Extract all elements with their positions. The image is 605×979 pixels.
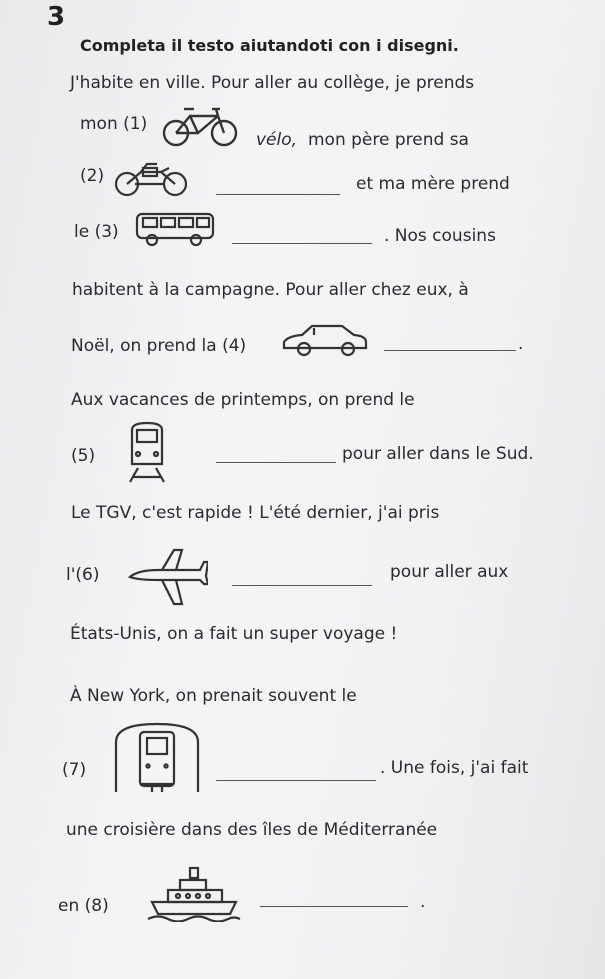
text-line-6-start: Noël, on prend la (4) xyxy=(71,336,247,356)
text-line-2-end: mon père prend sa xyxy=(308,130,469,150)
text-line-2-start: mon (1) xyxy=(80,114,148,134)
prefilled-answer-1: vélo, xyxy=(256,130,298,150)
answer-blank-8[interactable] xyxy=(260,906,408,907)
text-line-8-start: (5) xyxy=(71,446,96,466)
answer-blank-5[interactable] xyxy=(216,462,336,463)
answer-blank-4[interactable] xyxy=(384,350,516,351)
car-icon xyxy=(280,322,370,358)
bus-icon xyxy=(134,210,216,250)
text-line-4-start: le (3) xyxy=(74,222,119,242)
text-line-6-end: . xyxy=(518,334,524,354)
text-line-15-end: . xyxy=(420,892,426,912)
text-line-3-start: (2) xyxy=(80,166,105,186)
text-line-9: Le TGV, c'est rapide ! L'été dernier, j'ai pris xyxy=(71,503,440,523)
text-line-11: États-Unis, on a fait un super voyage ! xyxy=(70,624,398,644)
answer-blank-2[interactable] xyxy=(216,194,340,195)
bicycle-icon xyxy=(160,104,240,148)
text-line-15-start: en (8) xyxy=(58,896,109,916)
text-line-13-end: . Une fois, j'ai fait xyxy=(380,758,529,778)
text-line-4-end: . Nos cousins xyxy=(384,226,496,246)
text-line-1: J'habite en ville. Pour aller au collège, je prends xyxy=(70,73,475,93)
text-line-5: habitent à la campagne. Pour aller chez eux, à xyxy=(72,280,469,300)
motorbike-icon xyxy=(113,160,189,198)
text-line-10-end: pour aller aux xyxy=(390,562,509,582)
text-line-8-end: pour aller dans le Sud. xyxy=(342,444,534,464)
answer-blank-7[interactable] xyxy=(216,780,376,781)
text-line-3-end: et ma mère prend xyxy=(356,174,510,194)
ship-icon xyxy=(146,862,242,922)
train-icon xyxy=(124,420,170,484)
exercise-instruction: Completa il testo aiutandoti con i disegni. xyxy=(80,36,459,55)
text-line-13-start: (7) xyxy=(62,760,87,780)
answer-blank-3[interactable] xyxy=(232,243,372,244)
text-line-14: une croisière dans des îles de Méditerranée xyxy=(66,820,438,840)
text-line-7: Aux vacances de printemps, on prend le xyxy=(71,390,415,410)
exercise-number: 3 xyxy=(47,2,66,32)
text-line-12: À New York, on prenait souvent le xyxy=(70,686,357,706)
text-line-10-start: l'(6) xyxy=(66,565,100,585)
airplane-icon xyxy=(128,548,208,606)
metro-icon xyxy=(112,722,202,794)
answer-blank-6[interactable] xyxy=(232,585,372,586)
